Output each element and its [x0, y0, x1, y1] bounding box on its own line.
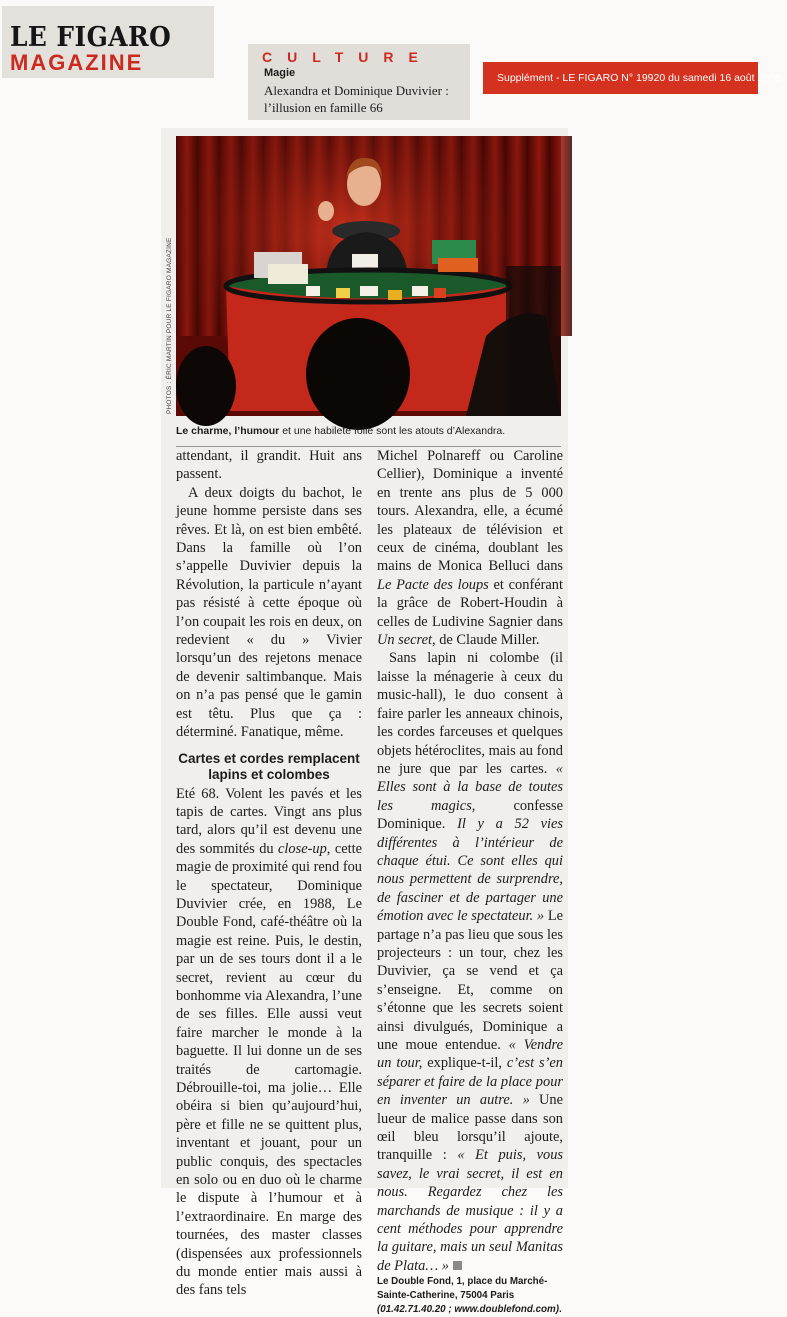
masthead-magazine: MAGAZINE [10, 50, 144, 75]
toc-page-number: 66 [369, 100, 383, 115]
photo-credit: PHOTOS : ÉRIC MARTIN POUR LE FIGARO MAGAZINE [166, 237, 173, 414]
venue-address: Le Double Fond, 1, place du Marché-Sainte-Catherine, 75004 Paris (01.42.71.40.20 ; www.doublefond.com). [377, 1276, 562, 1316]
toc-category: Magie [264, 67, 296, 79]
caption-rest: et une habileté folle sont les atouts d’Alexandra. [279, 425, 506, 437]
supplement-banner: Supplément - LE FIGARO N° 19920 du samedi 16 août 2008 - [483, 62, 758, 94]
toc-section: CULTURE [262, 49, 433, 65]
article-column-1 [176, 447, 362, 1300]
magician-photo [176, 136, 561, 416]
toc-title [264, 82, 464, 116]
magazine-masthead [2, 6, 214, 78]
table-of-contents-snippet [248, 44, 470, 120]
paragraph: Michel Polnareff ou Caroline Cellier), Dominique a inventé en trente ans plus de 5 000 tours. Alexandra, elle, a écumé les plateaux de télévision et ceux de cinéma, doublant les mains de Monica Belluci dans Le Pacte des loups et conférant la grâce de Robert-Houdin à celles de Ludivine Sagnier dans Un secret, de Claude Miller. [377, 448, 563, 649]
article-column-2 [377, 447, 563, 1317]
subheading: Cartes et cordes remplacent lapins et colombes [178, 750, 360, 782]
paragraph: Sans lapin ni colombe (il laisse la ménagerie à ceux du music-hall), le duo consent à faire parler les anneaux chinois, les cordes farceuses et quelques objets hétéroclites, mais au fond ne jure que par les cartes. « Elles sont à la base de toutes les magics, confesse Dominique. Il y a 52 vies différentes à l’intérieur de chaque étui. Ce sont elles qui nous permettent de surprendre, de fasciner et de partager une émotion avec le spectateur. » Le partage n’a pas lieu que sous les projecteurs : un tour, chez les Duvivier, ça se vend et ça s’enseigne. Et, comme on s’étonne que les secrets soient ainsi divulgués, Dominique a une moue entendue. « Vendre un tour, explique-t-il, c’est s’en séparer et faire de la place pour en inventer un autre. » Une lueur de malice passe dans son œil bleu lorsqu’il ajoute, tranquille : « Et puis, vous savez, le vrai secret, il est en nous. Regardez chez les marchands de musique : il y a cent méthodes pour apprendre la guitare, mais un seul Manitas de Plata… » [377, 650, 564, 1274]
paragraph: A deux doigts du bachot, le jeune homme persiste dans ses rêves. Et là, on est bien embêté. Dans la famille où l’on s’appelle Duvivier depuis la Révolution, la particule n’ayant pas résisté à cette époque où l’on coupait les rois en deux, on redevient « du » Vivier lorsqu’un des rejetons menace de devenir saltimbanque. Mais on n’a pas pensé que le gamin est têtu. Plus que ça : déterminé. Fanatique, même. [176, 484, 362, 741]
caption-lead: Le charme, l’humour [176, 425, 280, 437]
paragraph: Eté 68. Volent les pavés et les tapis de cartes. Vingt ans plus tard, alors qu’il est devenu une des sommités du close-up, cette magie de proximité qui rend fou le spectateur, Dominique Duvivier crée, en 1988, Le Double Fond, café-théâtre où la magie est reine. Puis, le destin, par un de ses tours dont il a le secret, revient au cœur du bonhomme via Alexandra, l’une de ses filles. Elle aussi veut faire marcher le monde à la baguette. Il lui donne un de ses traités de cartomagie. Débrouille-toi, ma jolie… Elle obéira si bien qu’aujourd’hui, père et fille ne se quittent plus, inventant et jouant, pour un public conquis, des spectacles en solo ou en duo où le charme le dispute à l’humour et à l’extraordinaire. En marge des tournées, des master classes (dispensées aux professionnels du monde entier mais aussi à des fans tels [176, 785, 362, 1299]
toc-title-text: Alexandra et Dominique Duvivier : l’illusion en famille [264, 83, 449, 115]
paragraph: attendant, il grandit. Huit ans passent. [176, 448, 362, 483]
photo-caption [176, 424, 568, 438]
masthead-le-figaro: LE FIGARO [10, 22, 172, 53]
magician-photo-illustration [176, 136, 561, 416]
end-of-article-mark [453, 1261, 462, 1270]
